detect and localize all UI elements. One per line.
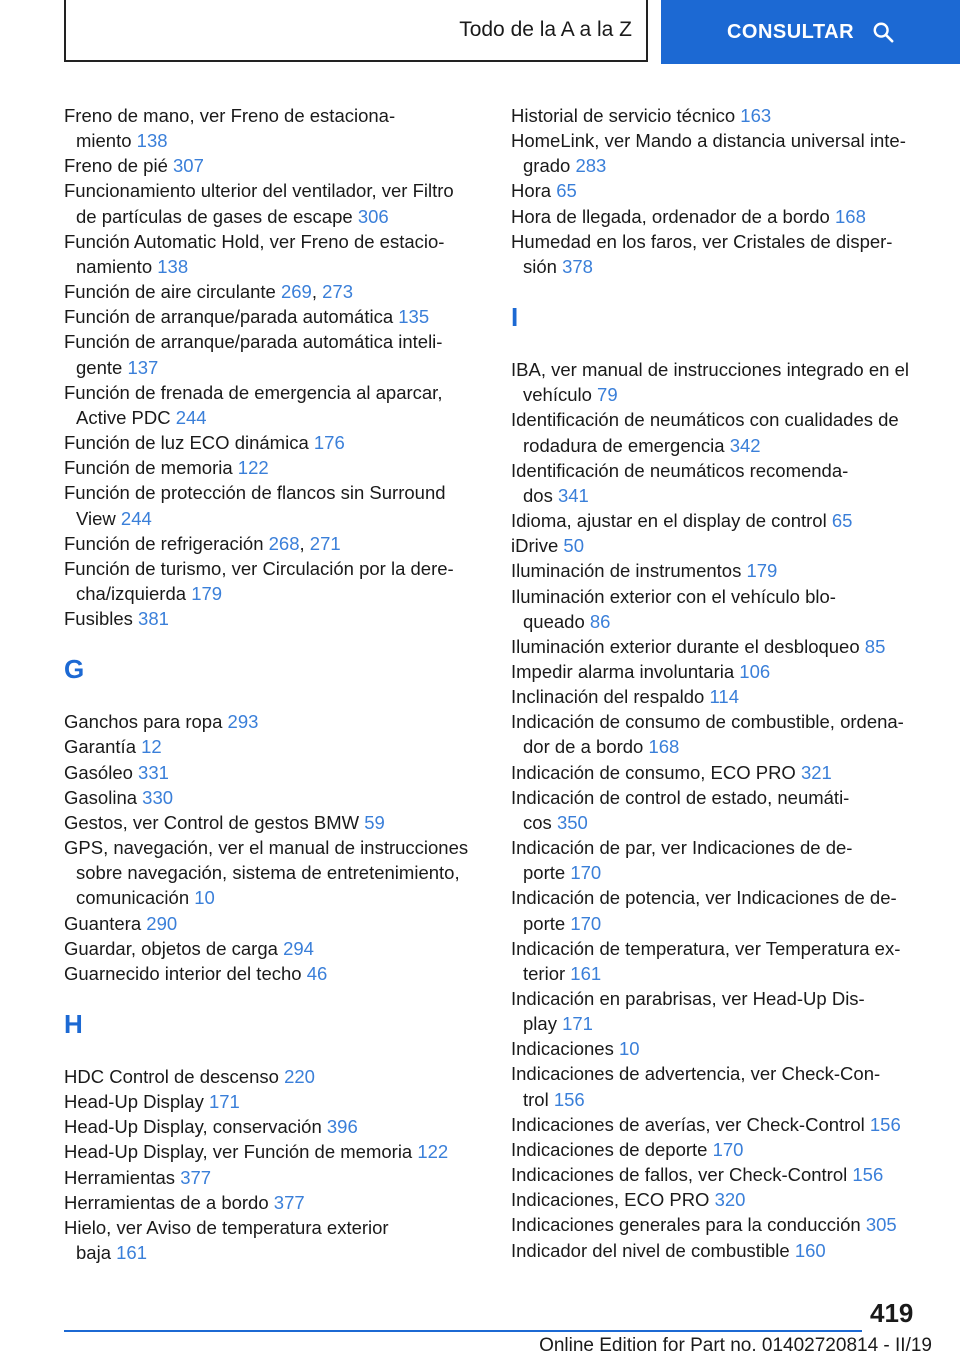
index-entry bbox=[511, 684, 931, 709]
page-link[interactable]: 268 bbox=[268, 532, 300, 554]
index-entry bbox=[64, 961, 484, 986]
page-link[interactable]: 10 bbox=[194, 887, 215, 909]
index-entry bbox=[511, 634, 931, 659]
page-link[interactable]: 342 bbox=[729, 434, 761, 456]
entry-text: iDrive bbox=[511, 535, 564, 557]
page-link[interactable]: 106 bbox=[739, 660, 771, 682]
entry-text: Indicación de consumo, ECO PRO bbox=[511, 761, 801, 783]
entry-text: Indicaciones de averías, ver Check-Control bbox=[511, 1113, 870, 1135]
page-link[interactable]: 156 bbox=[852, 1164, 884, 1186]
page-link[interactable]: 50 bbox=[563, 535, 584, 557]
entry-text: cos bbox=[523, 811, 557, 833]
entry-text: Indicaciones generales para la conducción bbox=[511, 1214, 866, 1236]
index-entry bbox=[64, 785, 484, 810]
entry-text: Indicaciones de deporte bbox=[511, 1138, 713, 1160]
entry-text: de partículas de gases de escape bbox=[76, 205, 358, 227]
page-link[interactable]: 137 bbox=[127, 356, 159, 378]
index-entry bbox=[511, 1162, 931, 1187]
index-entry bbox=[511, 458, 931, 508]
entry-text: sión bbox=[523, 255, 563, 277]
page-link[interactable]: 163 bbox=[740, 105, 772, 126]
entry-text: porte bbox=[523, 862, 571, 884]
page-link[interactable]: 161 bbox=[570, 962, 602, 984]
index-entry bbox=[511, 785, 931, 835]
entry-text: Función de luz ECO dinámica bbox=[64, 432, 314, 454]
entry-text: Guardar, objetos de carga bbox=[64, 937, 284, 959]
index-entry bbox=[64, 304, 484, 329]
entry-text: Indicaciones bbox=[511, 1038, 619, 1060]
entry-text: Historial de servicio técnico bbox=[511, 105, 741, 126]
entry-text: Herramientas bbox=[64, 1166, 181, 1188]
entry-text: Head-Up Display, ver Función de memoria bbox=[64, 1141, 418, 1163]
index-entry bbox=[64, 153, 484, 178]
entry-text: Función de arranque/parada automática bbox=[64, 306, 399, 328]
entry-text: Función de aire circulante bbox=[64, 281, 281, 303]
page-link[interactable]: 79 bbox=[597, 384, 618, 406]
entry-text: play bbox=[523, 1013, 563, 1035]
index-entry bbox=[511, 835, 931, 885]
entry-text: Hora de llegada, ordenador de a bordo bbox=[511, 205, 835, 227]
entry-text: Freno de pié bbox=[64, 155, 174, 177]
page-link[interactable]: 176 bbox=[313, 432, 345, 454]
entry-text: Indicaciones, ECO PRO bbox=[511, 1189, 715, 1211]
index-entry bbox=[64, 911, 484, 936]
index-entry bbox=[511, 1137, 931, 1162]
section-letter: H bbox=[64, 1009, 83, 1039]
page-link[interactable]: 377 bbox=[273, 1191, 305, 1213]
page-link[interactable]: 377 bbox=[180, 1166, 212, 1188]
page-link[interactable]: 179 bbox=[746, 560, 778, 582]
index-entry bbox=[511, 178, 931, 203]
page-link[interactable]: 244 bbox=[175, 406, 207, 428]
page-link[interactable]: 122 bbox=[417, 1141, 449, 1163]
index-entry bbox=[511, 407, 931, 457]
page-separator: , bbox=[311, 281, 323, 303]
entry-text: Fusibles bbox=[64, 608, 139, 630]
index-entry bbox=[64, 1190, 484, 1215]
index-entry bbox=[511, 508, 931, 533]
page-link[interactable]: 381 bbox=[138, 608, 169, 630]
index-entry bbox=[511, 558, 931, 583]
tab-a-to-z[interactable] bbox=[64, 0, 648, 62]
index-entry bbox=[511, 1036, 931, 1061]
entry-text: Guantera bbox=[64, 912, 147, 934]
page-link[interactable]: 85 bbox=[864, 635, 886, 657]
page-link[interactable]: 86 bbox=[589, 610, 611, 632]
index-entry bbox=[64, 178, 484, 228]
page-link[interactable]: 160 bbox=[794, 1239, 826, 1261]
page-link[interactable]: 46 bbox=[306, 962, 328, 984]
entry-text: Inclinación del respaldo bbox=[511, 686, 710, 708]
entry-text: Gasolina bbox=[64, 786, 143, 808]
page-number: 419 bbox=[870, 1298, 914, 1328]
page-link[interactable]: 161 bbox=[116, 1242, 147, 1264]
entry-text: Impedir alarma involuntaria bbox=[511, 660, 740, 682]
index-entry bbox=[64, 1089, 484, 1114]
entry-text: Función Automatic Hold, ver Freno de estacio- bbox=[64, 230, 445, 252]
entry-text: cha/izquierda bbox=[76, 582, 192, 604]
page-link[interactable]: 156 bbox=[553, 1088, 585, 1110]
page-link[interactable]: 273 bbox=[322, 281, 354, 303]
page-link[interactable]: 293 bbox=[227, 711, 259, 733]
page-link[interactable]: 378 bbox=[562, 255, 593, 277]
page-link[interactable]: 156 bbox=[869, 1113, 901, 1135]
page-link[interactable]: 65 bbox=[831, 510, 853, 532]
page-link[interactable]: 320 bbox=[714, 1189, 746, 1211]
entry-text: dor de a bordo bbox=[523, 736, 649, 758]
entry-text: Indicación de consumo de combustible, ordena- bbox=[511, 711, 904, 733]
entry-text: Iluminación exterior con el vehículo blo- bbox=[511, 585, 836, 607]
index-entry bbox=[64, 556, 484, 606]
entry-text: Función de arranque/parada automática inteli- bbox=[64, 331, 443, 353]
index-entry bbox=[64, 760, 484, 785]
entry-text: Iluminación exterior durante el desbloqueo bbox=[511, 635, 865, 657]
index-entry bbox=[64, 531, 484, 556]
index-entry bbox=[511, 936, 931, 986]
page-link[interactable]: 168 bbox=[835, 205, 866, 227]
entry-text: Gestos, ver Control de gestos BMW bbox=[64, 811, 365, 833]
page-link[interactable]: 321 bbox=[800, 761, 832, 783]
page-link[interactable]: 306 bbox=[357, 205, 389, 227]
entry-text: Humedad en los faros, ver Cristales de disper- bbox=[511, 230, 893, 252]
index-entry bbox=[64, 1165, 484, 1190]
entry-text: Indicación de potencia, ver Indicaciones de de- bbox=[511, 887, 897, 909]
index-entry bbox=[511, 204, 931, 229]
index-entry bbox=[64, 229, 484, 279]
page-link[interactable]: 179 bbox=[191, 582, 223, 604]
entry-text: miento bbox=[76, 130, 137, 152]
index-entry bbox=[64, 709, 484, 734]
page-link[interactable]: 341 bbox=[557, 484, 589, 506]
index-entry bbox=[511, 103, 931, 128]
page-link[interactable]: 330 bbox=[142, 786, 174, 808]
page-link[interactable]: 305 bbox=[865, 1214, 897, 1236]
page-link[interactable]: 220 bbox=[284, 1066, 315, 1087]
entry-text: Garantía bbox=[64, 736, 142, 758]
page-link[interactable]: 271 bbox=[309, 532, 341, 554]
index-entry bbox=[64, 329, 484, 379]
page-link[interactable]: 170 bbox=[570, 912, 602, 934]
index-entry bbox=[511, 760, 931, 785]
page-link[interactable]: 10 bbox=[618, 1038, 640, 1060]
index-entry bbox=[64, 480, 484, 530]
page-link[interactable]: 331 bbox=[138, 761, 169, 783]
page-link[interactable]: 283 bbox=[575, 155, 607, 177]
entry-text: Indicación de control de estado, neumáti- bbox=[511, 786, 850, 808]
entry-text: HDC Control de descenso bbox=[64, 1066, 285, 1087]
page-link[interactable]: 171 bbox=[208, 1091, 240, 1113]
entry-text: GPS, navegación, ver el manual de instrucciones bbox=[64, 837, 469, 859]
search-icon bbox=[872, 21, 894, 43]
entry-text: vehículo bbox=[523, 384, 598, 406]
entry-text: Identificación de neumáticos con cualidades de bbox=[511, 409, 899, 431]
tab-a-to-z-label: Todo de la A a la Z bbox=[459, 18, 632, 41]
entry-text: Función de frenada de emergencia al aparcar, bbox=[64, 381, 443, 403]
page-link[interactable]: 294 bbox=[283, 937, 314, 959]
entry-text: View bbox=[76, 507, 121, 529]
entry-text: Guarnecido interior del techo bbox=[64, 962, 307, 984]
entry-text: terior bbox=[523, 962, 571, 984]
index-entry bbox=[64, 734, 484, 759]
entry-text: Herramientas de a bordo bbox=[64, 1191, 274, 1213]
index-column-left bbox=[64, 103, 484, 1265]
entry-text: Iluminación de instrumentos bbox=[511, 560, 747, 582]
entry-text: IBA, ver manual de instrucciones integrado en el bbox=[511, 359, 909, 381]
top-bar bbox=[0, 0, 960, 66]
index-entry bbox=[64, 1139, 484, 1164]
section-letter: I bbox=[511, 302, 519, 333]
page-link[interactable]: 12 bbox=[141, 736, 162, 758]
index-entry bbox=[511, 533, 931, 558]
page-link[interactable]: 65 bbox=[556, 180, 577, 202]
page-link[interactable]: 170 bbox=[570, 862, 602, 884]
entry-text: HomeLink, ver Mando a distancia universal inte- bbox=[511, 130, 906, 152]
index-entry bbox=[64, 380, 484, 430]
page-link[interactable]: 269 bbox=[280, 281, 312, 303]
entry-text: Indicación de par, ver Indicaciones de de- bbox=[511, 837, 853, 859]
index-entry bbox=[511, 1061, 931, 1111]
page-separator: , bbox=[299, 532, 310, 554]
entry-text: rodadura de emergencia bbox=[523, 434, 730, 456]
entry-text: porte bbox=[523, 912, 571, 934]
entry-text: Indicación en parabrisas, ver Head-Up Dis- bbox=[511, 988, 865, 1009]
index-entry bbox=[64, 103, 484, 153]
index-entry bbox=[64, 810, 484, 835]
index-entry bbox=[511, 1238, 931, 1263]
index-entry bbox=[64, 279, 484, 304]
entry-text: sobre navegación, sistema de entretenimiento, bbox=[76, 862, 460, 884]
entry-text: Funcionamiento ulterior del ventilador, ver Filtro bbox=[64, 180, 454, 202]
index-entry bbox=[511, 1187, 931, 1212]
entry-text: baja bbox=[76, 1242, 117, 1264]
entry-text: namiento bbox=[76, 255, 158, 277]
entry-text: Función de protección de flancos sin Surround bbox=[64, 482, 446, 504]
consult-button-label: CONSULTAR bbox=[726, 20, 855, 43]
section-letter: G bbox=[64, 654, 85, 685]
index-column-right bbox=[511, 103, 931, 1263]
entry-text: dos bbox=[523, 484, 558, 506]
page-link[interactable]: 135 bbox=[398, 306, 430, 328]
index-entry bbox=[511, 357, 931, 407]
entry-text: Active PDC bbox=[76, 406, 176, 428]
page-link[interactable]: 138 bbox=[157, 255, 189, 277]
entry-text: Función de refrigeración bbox=[64, 532, 269, 554]
page-link[interactable]: 170 bbox=[712, 1138, 744, 1160]
footer-divider bbox=[64, 1330, 862, 1332]
entry-text: Ganchos para ropa bbox=[64, 711, 228, 733]
index-entry bbox=[64, 1215, 484, 1265]
entry-text: Head-Up Display bbox=[64, 1091, 209, 1113]
entry-text: comunicación bbox=[76, 887, 195, 909]
entry-text: Hielo, ver Aviso de temperatura exterior bbox=[64, 1216, 389, 1238]
page-link[interactable]: 396 bbox=[326, 1116, 358, 1138]
consult-button[interactable] bbox=[661, 0, 960, 64]
index-entry bbox=[511, 229, 931, 279]
entry-text: trol bbox=[523, 1088, 554, 1110]
index-entry bbox=[511, 1212, 931, 1237]
index-entry bbox=[511, 1112, 931, 1137]
entry-text: Función de memoria bbox=[64, 457, 238, 479]
page-link[interactable]: 59 bbox=[364, 811, 385, 833]
entry-text: Función de turismo, ver Circulación por la dere- bbox=[64, 557, 454, 579]
entry-text: Idioma, ajustar en el display de control bbox=[511, 510, 832, 532]
entry-text: Freno de mano, ver Freno de estaciona- bbox=[64, 105, 396, 126]
index-entry bbox=[511, 986, 931, 1036]
index-entry bbox=[64, 1114, 484, 1139]
page-link[interactable]: 244 bbox=[120, 507, 152, 529]
entry-text: queado bbox=[523, 610, 590, 632]
index-entry bbox=[64, 1064, 484, 1089]
page-link[interactable]: 350 bbox=[556, 811, 588, 833]
index-entry bbox=[511, 584, 931, 634]
entry-text: Identificación de neumáticos recomenda- bbox=[511, 459, 849, 481]
entry-text: Indicaciones de fallos, ver Check-Control bbox=[511, 1164, 853, 1186]
page-link[interactable]: 122 bbox=[237, 457, 269, 479]
index-entry bbox=[64, 430, 484, 455]
footer-text: Online Edition for Part no. 01402720814 - II/19 bbox=[539, 1335, 932, 1356]
entry-text: gente bbox=[76, 356, 128, 378]
index-entry bbox=[64, 455, 484, 480]
entry-text: Gasóleo bbox=[64, 761, 139, 783]
page-link[interactable]: 307 bbox=[173, 155, 204, 177]
page-link[interactable]: 138 bbox=[136, 130, 168, 152]
page-link[interactable]: 171 bbox=[562, 1013, 593, 1035]
index-entry bbox=[511, 709, 931, 759]
index-entry bbox=[511, 885, 931, 935]
index-entry bbox=[511, 659, 931, 684]
entry-text: Indicador del nivel de combustible bbox=[511, 1239, 795, 1261]
entry-text: Indicaciones de advertencia, ver Check-Con- bbox=[511, 1063, 881, 1085]
index-entry bbox=[64, 835, 484, 910]
entry-text: Head-Up Display, conservación bbox=[64, 1116, 327, 1138]
index-entry bbox=[511, 128, 931, 178]
entry-text: Indicación de temperatura, ver Temperatura ex- bbox=[511, 937, 901, 959]
index-entry bbox=[64, 606, 484, 631]
page-link[interactable]: 168 bbox=[648, 736, 680, 758]
page-link[interactable]: 114 bbox=[709, 686, 739, 708]
entry-text: grado bbox=[523, 155, 576, 177]
entry-text: Hora bbox=[511, 180, 557, 202]
page-link[interactable]: 290 bbox=[146, 912, 178, 934]
index-entry bbox=[64, 936, 484, 961]
